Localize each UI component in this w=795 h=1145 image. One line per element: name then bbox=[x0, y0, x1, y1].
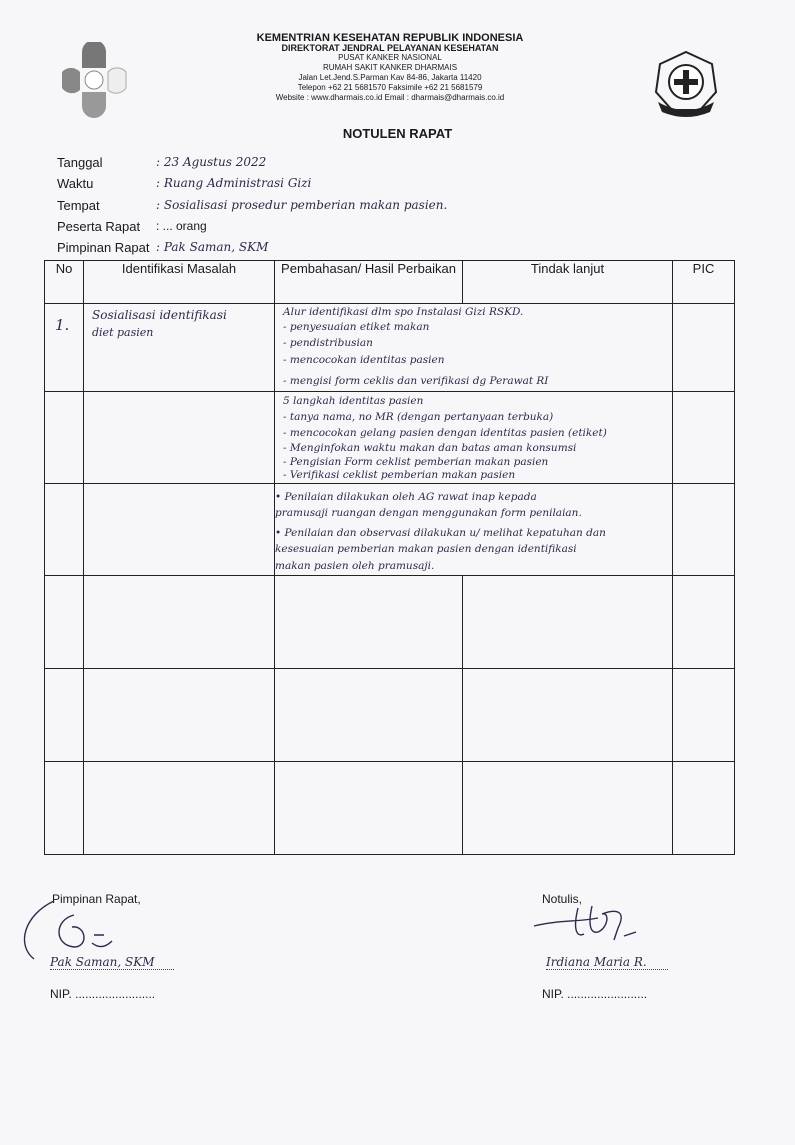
tempat-label: Tempat bbox=[57, 198, 100, 213]
table-header-row bbox=[45, 261, 735, 304]
hospital-name: RUMAH SAKIT KANKER DHARMAIS bbox=[322, 63, 458, 72]
center-name: PUSAT KANKER NASIONAL bbox=[338, 53, 442, 62]
row-number: 1. bbox=[55, 316, 70, 334]
col-header-masalah: Identifikasi Masalah bbox=[84, 261, 275, 304]
note-line: pramusaji ruangan dengan menggunakan form penilaian. bbox=[275, 507, 582, 519]
pimpinan-value: : Pak Saman, SKM bbox=[156, 240, 269, 254]
right-signature-name: Irdiana Maria R. bbox=[546, 955, 668, 970]
ministry-name: KEMENTRIAN KESEHATAN REPUBLIK INDONESIA bbox=[256, 32, 524, 44]
directorate-name: DIREKTORAT JENDRAL PELAYANAN KESEHATAN bbox=[281, 43, 499, 53]
left-nip: NIP. ........................ bbox=[50, 987, 156, 1001]
left-signature-title: Pimpinan Rapat, bbox=[52, 892, 141, 906]
note-line: - mengisi form ceklis dan verifikasi dg Perawat RI bbox=[283, 375, 549, 387]
note-line: 5 langkah identitas pasien bbox=[283, 395, 424, 407]
hospital-seal-logo bbox=[650, 48, 722, 120]
left-signature-name: Pak Saman, SKM bbox=[50, 955, 174, 970]
note-line: makan pasien oleh pramusaji. bbox=[275, 560, 435, 572]
note-line: kesesuaian pemberian makan pasien dengan identifikasi bbox=[275, 543, 577, 555]
masalah-line: Sosialisasi identifikasi bbox=[92, 308, 227, 322]
minutes-table bbox=[44, 260, 735, 855]
tanggal-value: : 23 Agustus 2022 bbox=[156, 155, 267, 169]
note-line: - mencocokan identitas pasien bbox=[283, 354, 445, 366]
note-line: - mencocokan gelang pasien dengan identitas pasien (etiket) bbox=[283, 427, 607, 439]
right-signature-mark bbox=[528, 898, 648, 948]
table-row bbox=[45, 669, 735, 762]
note-line: - pendistribusian bbox=[283, 337, 373, 349]
note-line: - Pengisian Form ceklist pemberian makan pasien bbox=[283, 456, 549, 468]
phone: Telepon +62 21 5681570 Faksimile +62 21 5681579 bbox=[297, 83, 483, 92]
letterhead bbox=[220, 33, 560, 103]
col-header-tindak-lanjut: Tindak lanjut bbox=[463, 261, 673, 304]
right-signature-title: Notulis, bbox=[542, 892, 583, 906]
table-row bbox=[45, 762, 735, 855]
pimpinan-label: Pimpinan Rapat bbox=[57, 240, 150, 255]
table-row bbox=[45, 304, 735, 392]
col-header-pembahasan: Pembahasan/ Hasil Perbaikan bbox=[275, 261, 463, 304]
note-line: • Penilaian dan observasi dilakukan u/ melihat kepatuhan dan bbox=[275, 527, 606, 539]
tempat-value: : Sosialisasi prosedur pemberian makan pasien. bbox=[156, 198, 448, 212]
kemenkes-logo bbox=[58, 42, 130, 118]
note-line: - Menginfokan waktu makan dan batas aman konsumsi bbox=[283, 442, 577, 454]
masalah-line: diet pasien bbox=[92, 326, 154, 339]
note-line: Alur identifikasi dlm spo Instalasi Gizi RSKD. bbox=[283, 306, 524, 318]
peserta-label: Peserta Rapat bbox=[57, 219, 141, 234]
tanggal-label: Tanggal bbox=[57, 155, 103, 170]
col-header-pic: PIC bbox=[673, 261, 735, 304]
note-line: - Verifikasi ceklist pemberian makan pasien bbox=[283, 469, 516, 481]
waktu-value: : Ruang Administrasi Gizi bbox=[156, 176, 312, 190]
note-line: - tanya nama, no MR (dengan pertanyaan terbuka) bbox=[283, 411, 554, 423]
table-row bbox=[45, 484, 735, 576]
document-title: NOTULEN RAPAT bbox=[342, 126, 453, 141]
note-line: • Penilaian dilakukan oleh AG rawat inap kepada bbox=[275, 491, 537, 503]
peserta-value: : ... orang bbox=[156, 219, 207, 233]
col-header-no: No bbox=[45, 261, 84, 304]
waktu-label: Waktu bbox=[57, 176, 94, 191]
table-row bbox=[45, 576, 735, 669]
note-line: - penyesuaian etiket makan bbox=[283, 321, 430, 333]
address: Jalan Let.Jend.S.Parman Kav 84-86, Jakarta 11420 bbox=[298, 73, 482, 82]
table-row bbox=[45, 392, 735, 484]
right-nip: NIP. ........................ bbox=[542, 987, 648, 1001]
website: Website : www.dharmais.co.id Email : dharmais@dharmais.co.id bbox=[275, 93, 505, 102]
